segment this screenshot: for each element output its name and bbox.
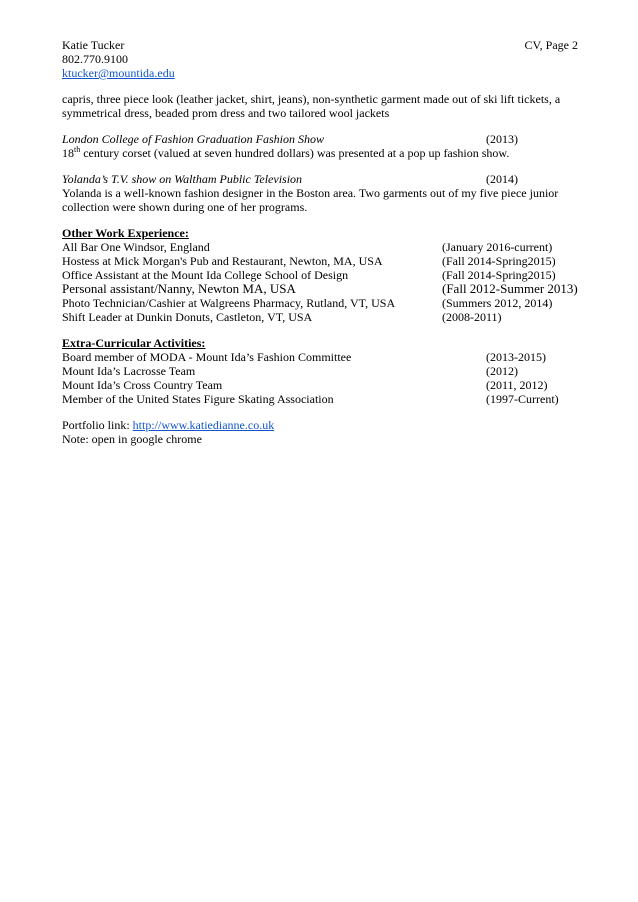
author-name: Katie Tucker <box>62 38 125 52</box>
work-item: All Bar One Windsor, England (January 2016-current) <box>62 240 553 254</box>
work-item: Photo Technician/Cashier at Walgreens Pharmacy, Rutland, VT, USA (Summers 2012, 2014) <box>62 296 553 310</box>
continuation-text: capris, three piece look (leather jacket, shirt, jeans), non-synthetic garment made out of ski lift tickets, a symmetrical dress, beaded prom dress and two tailored wool jackets <box>62 92 561 120</box>
work-item: Hostess at Mick Morgan's Pub and Restaurant, Newton, MA, USA (Fall 2014-Spring2015) <box>62 254 556 268</box>
work-heading: Other Work Experience: <box>62 226 189 240</box>
portfolio-note: Note: open in google chrome <box>62 432 202 446</box>
show-row <box>62 172 578 186</box>
email-link[interactable]: ktucker@mountida.edu <box>62 66 175 80</box>
work-item: Personal assistant/Nanny, Newton MA, USA (Fall 2012-Summer 2013) <box>62 281 578 296</box>
portfolio-label: Portfolio link: <box>62 418 133 432</box>
activities-heading: Extra-Curricular Activities: <box>62 336 206 350</box>
page-label: CV, Page 2 <box>524 38 578 52</box>
activity-item: Board member of MODA - Mount Ida’s Fashion Committee (2013-2015) <box>62 350 546 364</box>
activity-item: Mount Ida’s Lacrosse Team (2012) <box>62 364 518 378</box>
show-year: (2013) <box>486 132 518 146</box>
show-description: 18th century corset (valued at seven hundred dollars) was presented at a pop up fashion show. <box>62 145 510 160</box>
header <box>62 38 578 80</box>
show-row <box>62 132 578 146</box>
activity-item: Member of the United States Figure Skating Association (1997-Current) <box>62 392 559 406</box>
activity-item: Mount Ida’s Cross Country Team (2011, 2012) <box>62 378 548 392</box>
portfolio-link[interactable]: http://www.katiedianne.co.uk <box>132 418 275 432</box>
portfolio-line <box>62 418 578 432</box>
show-title: Yolanda’s T.V. show on Waltham Public Television <box>62 172 303 186</box>
show-year: (2014) <box>486 172 518 186</box>
phone: 802.770.9100 <box>62 52 128 66</box>
work-item: Office Assistant at the Mount Ida College School of Design (Fall 2014-Spring2015) <box>62 268 556 282</box>
show-title: London College of Fashion Graduation Fashion Show <box>62 132 325 146</box>
show-description: Yolanda is a well-known fashion designer in the Boston area. Two garments out of my five piece junior collection were shown during one of her programs. <box>62 186 559 214</box>
work-item: Shift Leader at Dunkin Donuts, Castleton, VT, USA (2008-2011) <box>62 310 502 324</box>
